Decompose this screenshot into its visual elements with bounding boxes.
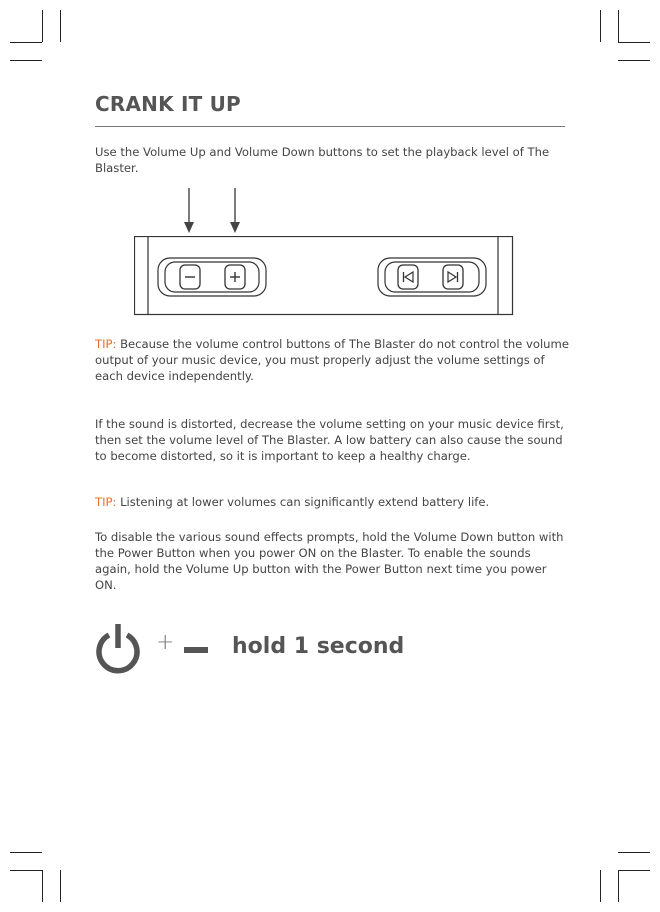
tip-label: TIP:	[95, 495, 117, 509]
crop-mark	[42, 10, 43, 42]
crop-mark	[600, 10, 601, 42]
crop-mark	[618, 870, 650, 871]
previous-track-icon	[398, 265, 418, 289]
volume-up-icon	[225, 265, 245, 289]
tip-label: TIP:	[95, 337, 117, 351]
power-icon	[95, 622, 141, 674]
crop-mark	[42, 870, 43, 902]
tip-volume-control	[95, 336, 570, 384]
crop-mark	[618, 870, 619, 902]
speaker-control-panel	[134, 236, 514, 316]
hold-duration-text: hold 1 second	[232, 634, 405, 659]
crop-mark	[618, 852, 650, 853]
intro-paragraph: Use the Volume Up and Volume Down buttons to set the playback level of The Blaster.	[95, 145, 550, 175]
crop-mark	[618, 10, 619, 42]
tip-battery-life	[95, 494, 570, 510]
title-rule	[95, 126, 565, 127]
crop-mark	[60, 10, 61, 42]
disable-prompts-paragraph: To disable the various sound effects prompts, hold the Volume Down button with the Power Button when you power ON on the Blaster. To enable the sounds again, hold the Volume Up button with the Power Button next time you power ON.	[95, 530, 564, 592]
tip-text: Listening at lower volumes can significantly extend battery life.	[116, 495, 490, 509]
section-title: CRANK IT UP	[95, 92, 241, 116]
crop-mark	[10, 60, 42, 61]
tip-text: Because the volume control buttons of The Blaster do not control the volume output of your music device, you must properly adjust the volume settings of each device independently.	[95, 337, 569, 383]
crop-mark	[600, 870, 601, 902]
crop-mark	[10, 852, 42, 853]
plus-sign: +	[156, 630, 175, 655]
play-next-icon	[443, 265, 463, 289]
pointer-arrows	[176, 188, 256, 236]
arrow-down-icon	[230, 188, 240, 233]
minus-icon	[184, 647, 208, 653]
crop-mark	[618, 42, 650, 43]
arrow-down-icon	[184, 188, 194, 233]
power-minus-combo	[95, 620, 415, 676]
crop-mark	[618, 60, 650, 61]
volume-down-icon	[180, 265, 200, 289]
crop-mark	[10, 870, 42, 871]
crop-mark	[10, 42, 42, 43]
distortion-paragraph: If the sound is distorted, decrease the volume setting on your music device first, then set the volume level of The Blaster. A low battery can also cause the sound to become distorted, so it is important to keep a healthy charge.	[95, 417, 564, 463]
crop-mark	[60, 870, 61, 902]
